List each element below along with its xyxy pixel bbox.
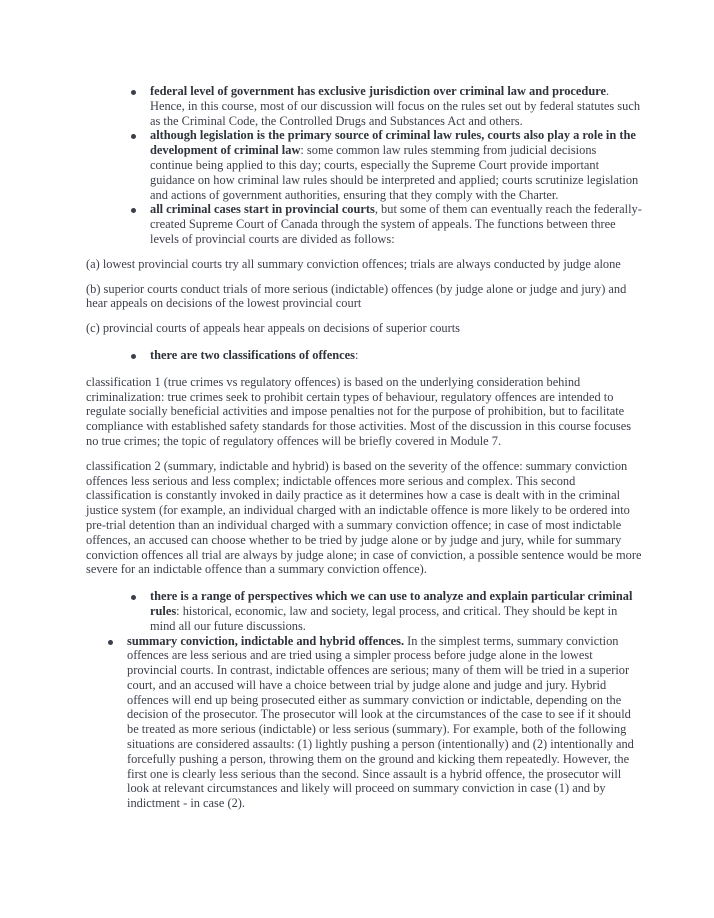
bullet-bold-text: there are two classifications of offences [150, 347, 355, 362]
bullet-federal-jurisdiction [86, 84, 642, 128]
bullet-list-bottom [86, 589, 642, 811]
bullet-text: , but some of them can eventually reach the federally-created Supreme Court of Canada through the system of appeals. The functions between three levels of provincial courts are divided as follows: [150, 202, 642, 246]
bullet-list-classifications [86, 348, 642, 363]
classification-2-paragraph: classification 2 (summary, indictable and hybrid) is based on the severity of the offence: summary conviction offences less serious and less complex; indictable offences more serious and complex. This second classification is constantly invoked in daily practice as it determines how a case is dealt with in the criminal justice system (for example, an individual charged with an indictable offence is more likely to be ordered into pre-trial detention than an individual charged with a summary conviction offence; in case of most indictable offences, an accused can choose whether to be tried by judge alone or by judge and jury, while for summary conviction offences all trial are always by judge alone; in case of conviction, a possible sentence would be more severe for an indictable offence than a summary conviction offence). [86, 458, 642, 577]
bullet-summary-indictable-hybrid [86, 634, 642, 812]
bullet-text: In the simplest terms, summary conviction offences are less serious and are tried using a simpler process before judge alone in the lowest provincial courts. In contrast, indictable offences are serious; many of them will be tried in a superior court, and an accused will have a choice between trial by judge alone and judge and jury. Hybrid offences will end up being prosecuted either as summary conviction or indictable, depending on the decision of the prosecutor. The prosecutor will look at the circumstances of the case to see if it should be treated as more serious (indictable) or less serious (summary). For example, both of the following situations are considered assaults: (1) lightly pushing a person (intentionally) and (2) intentionally and forcefully pushing a person, throwing them on the ground and kicking them repeatedly. However, the first one is clearly less serious than the second. Since assault is a hybrid offence, the prosecutor will look at relevant circumstances and likely will proceed on summary conviction in case (1) and by indictment - in case (2). [127, 633, 634, 811]
classification-1-paragraph: classification 1 (true crimes vs regulatory offences) is based on the underlying consideration behind criminalization: true crimes seek to prohibit certain types of behaviour, regulatory offences are intended to regulate socially beneficial activities and impose penalties not for the purpose of prohibition, but to facilitate compliance with established safety standards for those activities. Most of the discussion in this course focuses no true crimes; the topic of regulatory offences will be briefly covered in Module 7. [86, 374, 632, 448]
court-level-c: (c) provincial courts of appeals hear appeals on decisions of superior courts [86, 321, 460, 336]
bullet-dot-icon [131, 134, 136, 139]
bullet-perspectives [86, 589, 642, 633]
bullet-dot-icon [131, 354, 136, 359]
bullet-dot-icon [131, 208, 136, 213]
bullet-dot-icon [131, 90, 136, 95]
bullet-bold-text: all criminal cases start in provincial courts [150, 202, 375, 217]
court-level-b: (b) superior courts conduct trials of more serious (indictable) offences (by judge alone or judge and jury) and hear appeals on decisions of the lowest provincial court [86, 281, 627, 311]
bullet-bold-text: federal level of government has exclusive jurisdiction over criminal law and procedure [150, 84, 606, 98]
bullet-bold-text: there is a range of perspectives which we can use to analyze and explain particular criminal rules [150, 589, 633, 618]
bullet-classifications [86, 348, 642, 363]
bullet-dot-icon [131, 595, 136, 600]
document-page [86, 84, 642, 811]
bullet-dot-icon [108, 640, 113, 645]
bullet-bold-text: although legislation is the primary source of criminal law rules, courts also play a role in the development of criminal law [150, 128, 636, 158]
bullet-text: . Hence, in this course, most of our discussion will focus on the rules set out by federal statutes such as the Criminal Code, the Controlled Drugs and Substances Act and others. [150, 84, 641, 128]
bullet-text: : [354, 347, 359, 362]
court-level-a: (a) lowest provincial courts try all summary conviction offences; trials are always conducted by judge alone [86, 256, 621, 271]
bullet-bold-text: summary conviction, indictable and hybrid offences. [127, 633, 405, 648]
bullet-list-top [86, 84, 642, 247]
bullet-text: : historical, economic, law and society, legal process, and critical. They should be kept in mind all our future discussions. [150, 603, 618, 633]
bullet-provincial-courts [86, 202, 642, 246]
bullet-courts-role [86, 128, 642, 202]
bullet-text: : some common law rules stemming from judicial decisions continue being applied to this day; courts, especially the Supreme Court provide important guidance on how criminal law rules should be interpreted and applied; courts scrutinize legislation and actions of government authorities, ensuring that they comply with the Charter. [150, 143, 639, 202]
